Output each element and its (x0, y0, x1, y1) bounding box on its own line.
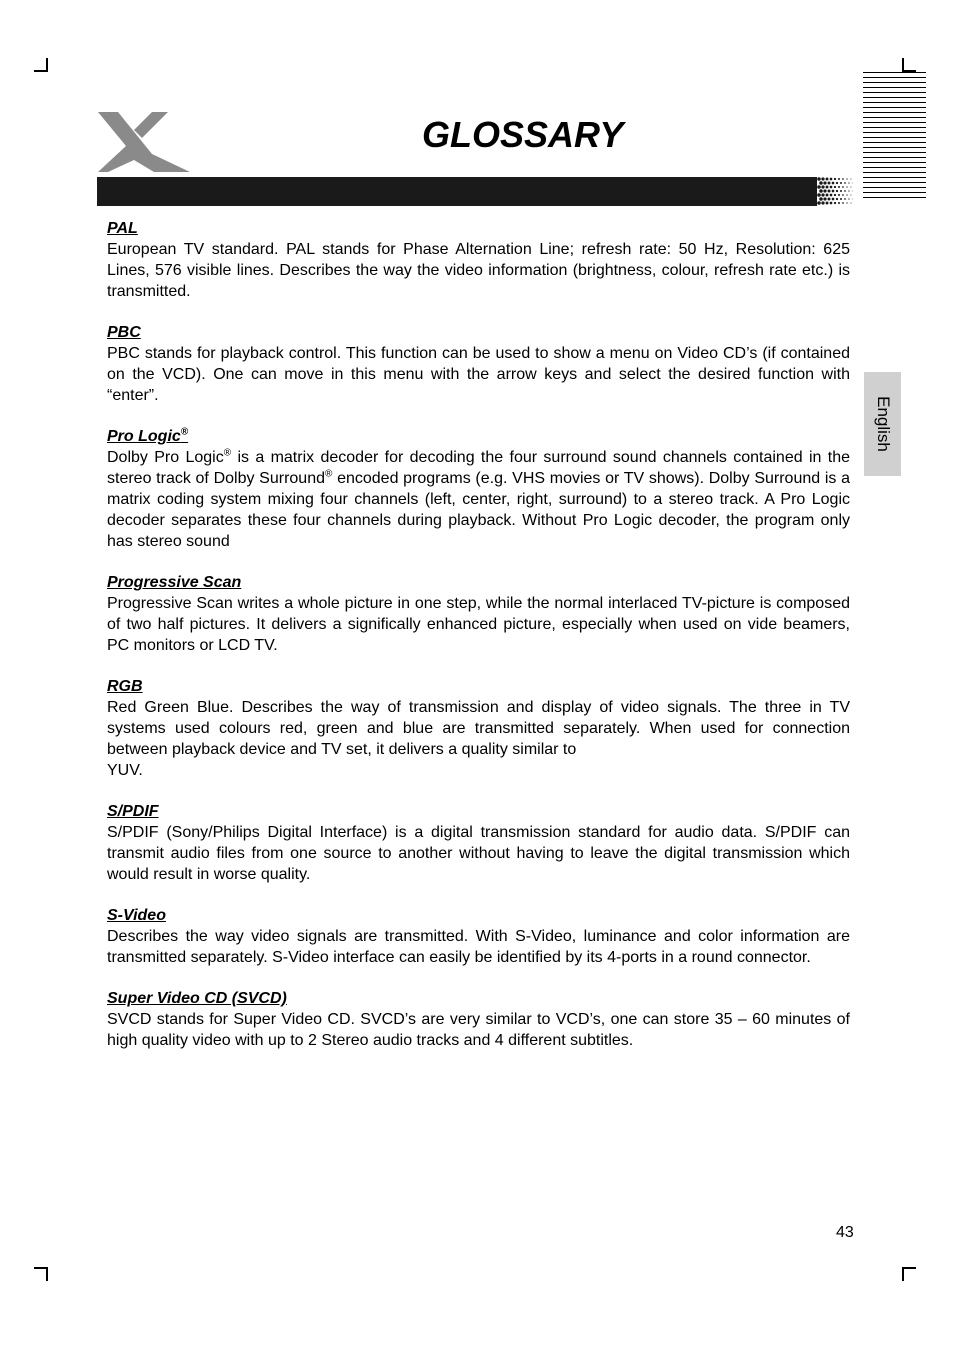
stripe-line (863, 172, 926, 173)
fade-dot (828, 182, 831, 185)
stripe-line (863, 92, 926, 93)
glossary-description-tail: YUV. (107, 762, 143, 779)
fade-dot (836, 182, 838, 184)
fade-dot (821, 185, 824, 188)
fade-dot (832, 182, 835, 185)
fade-dot (826, 186, 829, 189)
fade-dot (846, 186, 847, 187)
stripe-line (863, 127, 926, 128)
fade-dot (842, 202, 844, 204)
crop-mark-bottom-left (34, 1267, 48, 1281)
fade-dot (821, 193, 824, 196)
fade-dot (828, 198, 831, 201)
header-bar (97, 177, 817, 206)
fade-dot (832, 190, 835, 193)
fade-dot (846, 194, 847, 195)
fade-dot (850, 178, 851, 179)
page-number: 43 (836, 1224, 854, 1241)
fade-dot (838, 178, 840, 180)
glossary-term: PAL (107, 220, 138, 237)
glossary-description: Progressive Scan writes a whole picture in one step, while the normal interlaced TV-picture is composed of two half pictures. It delivers a significally enhanced picture, especially when used on vide beamers, PC monitors or LCD TV. (107, 595, 850, 654)
stripe-line (863, 192, 926, 193)
fade-dot (830, 194, 833, 197)
glossary-entry-pal (107, 218, 850, 302)
stripe-line (863, 107, 926, 108)
glossary-description: SVCD stands for Super Video CD. SVCD’s are very similar to VCD’s, one can store 35 – 60 minutes of high quality video with up to 2 Stereo audio tracks and 4 different subtitles. (107, 1011, 850, 1049)
registered-mark: ® (180, 426, 189, 438)
fade-dot (848, 182, 849, 183)
stripe-line (863, 97, 926, 98)
stripe-line (863, 182, 926, 183)
fade-dot (823, 197, 826, 200)
glossary-term: PBC (107, 324, 141, 341)
header-bar-dot-fade (817, 177, 853, 206)
fade-dot (819, 181, 823, 185)
glossary-term: S-Video (107, 907, 166, 924)
fade-dot (852, 190, 853, 191)
fade-dot (823, 189, 826, 192)
glossary-description: European TV standard. PAL stands for Phase Alternation Line; refresh rate: 50 Hz, Resolution: 625 Lines, 576 visible lines. Describes the way the video information (brightness, colour, refresh rate etc.) is transmitted. (107, 241, 850, 300)
fade-dot (844, 182, 846, 184)
fade-dot (848, 198, 849, 199)
fade-dot (821, 201, 824, 204)
fade-dot (830, 186, 833, 189)
fade-dot (844, 198, 846, 200)
fade-dot (834, 202, 836, 204)
glossary-description: PBC stands for playback control. This function can be used to show a menu on Video CD’s (if contained on the VCD). One can move in this menu with the arrow keys and select the desired function with “enter”. (107, 345, 850, 404)
page-title: GLOSSARY (422, 114, 624, 155)
fade-dot (830, 178, 833, 181)
stripe-line (863, 82, 926, 83)
fade-dot (848, 190, 849, 191)
fade-dot (819, 189, 823, 193)
crop-mark-top-left (34, 58, 48, 72)
stripe-line (863, 152, 926, 153)
fade-dot (840, 182, 842, 184)
glossary-entry-svcd (107, 988, 850, 1051)
fade-dot (819, 197, 823, 201)
glossary-entry-spdif (107, 801, 850, 885)
fade-dot (826, 194, 829, 197)
language-tab-label: English (873, 396, 893, 452)
stripe-line (863, 137, 926, 138)
crop-mark-top-right (902, 58, 916, 72)
fade-dot (817, 193, 821, 197)
glossary-entry-progressive-scan (107, 572, 850, 656)
fade-dot (838, 186, 840, 188)
stripe-line (863, 72, 926, 73)
fade-dot (836, 198, 838, 200)
fade-dot (834, 186, 836, 188)
fade-dot (844, 190, 846, 192)
glossary-description: Red Green Blue. Describes the way of transmission and display of video signals. The three in TV systems used colours red, green and blue are transmitted separately. When used for connection between playback device and TV set, it delivers a quality similar to (107, 699, 850, 758)
fade-dot (828, 190, 831, 193)
glossary-description: S/PDIF (Sony/Philips Digital Interface) is a digital transmission standard for audio data. S/PDIF can transmit audio files from one source to another without having to leave the digital transmission which would result in worse quality. (107, 824, 850, 883)
fade-dot (840, 198, 842, 200)
fade-dot (852, 182, 853, 183)
glossary-term: Super Video CD (SVCD) (107, 990, 287, 1007)
glossary-entry-rgb (107, 676, 850, 781)
fade-dot (842, 178, 844, 180)
fade-dot (838, 202, 840, 204)
stripe-line (863, 112, 926, 113)
language-tab (864, 372, 901, 476)
brand-logo-icon (94, 108, 194, 176)
stripe-line (863, 187, 926, 188)
stripe-line (863, 142, 926, 143)
fade-dot (826, 202, 829, 205)
fade-dot (846, 202, 847, 203)
stripe-line (863, 167, 926, 168)
fade-dot (840, 190, 842, 192)
glossary-term: Pro Logic® (107, 426, 189, 445)
glossary-content (107, 218, 850, 1071)
stripe-line (863, 177, 926, 178)
crop-mark-bottom-right (902, 1267, 916, 1281)
fade-dot (834, 194, 836, 196)
fade-dot (850, 194, 851, 195)
fade-dot (852, 198, 853, 199)
stripe-line (863, 147, 926, 148)
registered-mark: ® (223, 447, 232, 459)
stripe-line (863, 162, 926, 163)
fade-dot (842, 194, 844, 196)
fade-dot (832, 198, 835, 201)
glossary-description: Dolby Pro Logic® is a matrix decoder for decoding the four surround sound channels contained in the stereo track of Dolby Surround® encoded programs (e.g. VHS movies or TV shows). Dolby Surround is a matrix coding system mixing four channels (left, center, right, surround) to a stereo track. A Pro Logic decoder separates these four channels during playback. Without Pro Logic decoder, the program only has stereo sound (107, 447, 850, 550)
stripe-line (863, 197, 926, 198)
fade-dot (838, 194, 840, 196)
fade-dot (826, 178, 829, 181)
stripe-line (863, 132, 926, 133)
corner-stripes (863, 72, 926, 200)
stripe-line (863, 77, 926, 78)
glossary-term: S/PDIF (107, 803, 159, 820)
fade-dot (842, 186, 844, 188)
stripe-line (863, 102, 926, 103)
fade-dot (817, 177, 821, 181)
fade-dot (823, 181, 826, 184)
fade-dot (817, 185, 821, 189)
fade-dot (817, 201, 821, 205)
glossary-entry-s-video (107, 905, 850, 968)
stripe-line (863, 157, 926, 158)
glossary-entry-pro-logic (107, 426, 850, 552)
fade-dot (850, 186, 851, 187)
fade-dot (846, 178, 847, 179)
glossary-entry-pbc (107, 322, 850, 406)
fade-dot (834, 178, 836, 180)
glossary-term: Progressive Scan (107, 574, 242, 591)
registered-mark: ® (325, 468, 333, 480)
fade-dot (850, 202, 851, 203)
stripe-line (863, 87, 926, 88)
glossary-term: RGB (107, 678, 143, 695)
glossary-description: Describes the way video signals are transmitted. With S-Video, luminance and color information are transmitted separately. S-Video interface can easily be identified by its 4-ports in a round connector. (107, 928, 850, 966)
fade-dot (836, 190, 838, 192)
fade-dot (830, 202, 833, 205)
fade-dot (821, 177, 824, 180)
stripe-line (863, 122, 926, 123)
stripe-line (863, 117, 926, 118)
